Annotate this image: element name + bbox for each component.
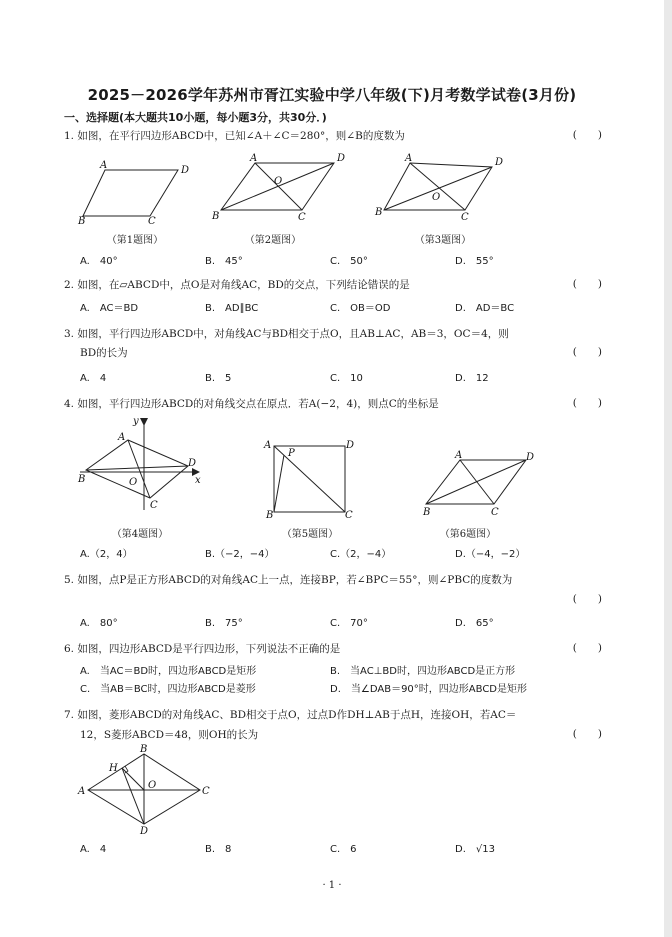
label-o: O bbox=[129, 477, 138, 488]
label-d: D bbox=[337, 153, 346, 164]
page-edge-shadow bbox=[664, 0, 672, 937]
label-c: C bbox=[150, 500, 158, 511]
answer-blank-7: ( ) bbox=[572, 728, 602, 740]
label-a: A bbox=[78, 786, 86, 797]
question-4-text: 4. 如图，平行四边形ABCD的对角线交点在原点．若A(−2，4)，则点C的坐标是 bbox=[64, 398, 439, 410]
y-axis-arrow bbox=[140, 418, 148, 426]
q4-option-a: A.（2，4） bbox=[80, 549, 133, 560]
label-a: A bbox=[118, 432, 126, 443]
q4-option-d: D.（−4，−2） bbox=[455, 549, 526, 560]
answer-blank-3: ( ) bbox=[572, 346, 602, 358]
figure-4 bbox=[76, 414, 208, 514]
q3-option-c: C. 10 bbox=[330, 373, 363, 384]
diagonal-ac bbox=[274, 446, 345, 512]
figure-6 bbox=[420, 448, 544, 518]
label-h: H bbox=[109, 763, 118, 774]
answer-blank-6: ( ) bbox=[572, 642, 602, 654]
answer-blank-4: ( ) bbox=[572, 397, 602, 409]
label-y: y bbox=[133, 416, 139, 427]
diagonal-bd bbox=[384, 167, 492, 210]
answer-blank-2: ( ) bbox=[572, 278, 602, 290]
q6-option-d: D. 当∠DAB＝90°时，四边形ABCD是矩形 bbox=[330, 684, 528, 695]
q2-option-a: A. AC＝BD bbox=[80, 303, 139, 314]
q2-option-d: D. AD＝BC bbox=[455, 303, 515, 314]
q5-option-a: A. 80° bbox=[80, 618, 118, 629]
diagonal-bd bbox=[426, 460, 526, 504]
label-p: P bbox=[288, 448, 295, 459]
figure-5 bbox=[262, 438, 358, 521]
q7-option-c: C. 6 bbox=[330, 844, 357, 855]
label-a: A bbox=[405, 153, 413, 164]
section-heading: 一、选择题(本大题共10小题，每小题3分，共30分．) bbox=[64, 111, 327, 124]
figure-7 bbox=[76, 744, 216, 836]
label-a: A bbox=[455, 450, 463, 461]
label-a: A bbox=[250, 153, 258, 164]
label-b: B bbox=[423, 507, 431, 518]
label-d: D bbox=[181, 165, 190, 176]
diagonal-bd bbox=[86, 466, 188, 470]
figure-1 bbox=[78, 160, 198, 228]
page-number: · 1 · bbox=[322, 880, 342, 891]
q7-option-b: B. 8 bbox=[205, 844, 232, 855]
label-b: B bbox=[78, 216, 86, 227]
question-7-text-line1: 7. 如图，菱形ABCD的对角线AC、BD相交于点O，过点D作DH⊥AB于点H，连接OH，若AC＝ bbox=[64, 709, 517, 721]
q1-option-a: A. 40° bbox=[80, 256, 118, 267]
label-c: C bbox=[345, 510, 353, 521]
question-5-text: 5. 如图，点P是正方形ABCD的对角线AC上一点，连接BP，若∠BPC＝55°，则∠PBC的度数为 bbox=[64, 574, 513, 586]
q7-option-d: D. √13 bbox=[455, 844, 495, 855]
label-d: D bbox=[188, 458, 197, 469]
question-2-text: 2. 如图，在▱ABCD中，点O是对角线AC，BD的交点，下列结论错误的是 bbox=[64, 279, 410, 291]
q6-option-c: C. 当AB＝BC时，四边形ABCD是菱形 bbox=[80, 684, 256, 695]
label-b: B bbox=[78, 474, 86, 485]
q4-option-b: B.（−2，−4） bbox=[205, 549, 275, 560]
question-1-text: 1. 如图，在平行四边形ABCD中，已知∠A＋∠C＝280°，则∠B的度数为 bbox=[64, 130, 405, 142]
label-a: A bbox=[264, 440, 272, 451]
label-d: D bbox=[346, 440, 355, 451]
label-b: B bbox=[375, 207, 383, 218]
label-c: C bbox=[148, 216, 156, 227]
q6-option-a: A. 当AC＝BD时，四边形ABCD是矩形 bbox=[80, 666, 257, 677]
label-c: C bbox=[202, 786, 210, 797]
caption-fig-1: （第1题图） bbox=[106, 235, 164, 246]
label-o: O bbox=[148, 780, 157, 791]
label-b: B bbox=[140, 744, 148, 755]
label-o: O bbox=[432, 192, 441, 203]
segment-oh bbox=[122, 768, 144, 790]
label-o: O bbox=[274, 176, 283, 187]
q1-option-b: B. 45° bbox=[205, 256, 243, 267]
q1-option-c: C. 50° bbox=[330, 256, 368, 267]
caption-fig-2: （第2题图） bbox=[244, 235, 302, 246]
q5-option-c: C. 70° bbox=[330, 618, 368, 629]
caption-fig-4: （第4题图） bbox=[111, 529, 169, 540]
caption-fig-6: （第6题图） bbox=[439, 529, 497, 540]
answer-blank-1: ( ) bbox=[572, 129, 602, 141]
parallelogram-abcd bbox=[83, 170, 178, 216]
q3-option-b: B. 5 bbox=[205, 373, 232, 384]
exam-title: 2025－2026学年苏州市胥江实验中学八年级(下)月考数学试卷(3月份) bbox=[87, 86, 577, 104]
label-d: D bbox=[140, 826, 149, 837]
question-3-text-line1: 3. 如图，平行四边形ABCD中，对角线AC与BD相交于点O，且AB⊥AC，AB＝3，OC＝4，则 bbox=[64, 328, 509, 340]
question-7-text-line2: 12，S菱形ABCD＝48，则OH的长为 bbox=[80, 729, 259, 741]
label-b: B bbox=[266, 510, 274, 521]
segment-dh bbox=[122, 768, 144, 824]
caption-fig-3: （第3题图） bbox=[414, 235, 472, 246]
label-c: C bbox=[491, 507, 499, 518]
q2-option-c: C. OB＝OD bbox=[330, 303, 391, 314]
label-b: B bbox=[212, 211, 220, 222]
q2-option-b: B. AD∥BC bbox=[205, 303, 259, 314]
caption-fig-5: （第5题图） bbox=[281, 529, 339, 540]
figure-3 bbox=[374, 152, 514, 226]
q5-option-b: B. 75° bbox=[205, 618, 243, 629]
q3-option-d: D. 12 bbox=[455, 373, 489, 384]
label-c: C bbox=[298, 212, 306, 223]
segment-bp bbox=[274, 455, 284, 512]
answer-blank-5: ( ) bbox=[572, 593, 602, 605]
label-c: C bbox=[461, 212, 469, 223]
q1-option-d: D. 55° bbox=[455, 256, 494, 267]
q4-option-c: C.（2，−4） bbox=[330, 549, 392, 560]
label-d: D bbox=[526, 452, 535, 463]
question-3-text-line2: BD的长为 bbox=[80, 347, 128, 359]
label-a: A bbox=[100, 160, 108, 171]
figure-2 bbox=[210, 152, 350, 226]
q5-option-d: D. 65° bbox=[455, 618, 494, 629]
question-6-text: 6. 如图，四边形ABCD是平行四边形，下列说法不正确的是 bbox=[64, 643, 341, 655]
q7-option-a: A. 4 bbox=[80, 844, 107, 855]
q3-option-a: A. 4 bbox=[80, 373, 107, 384]
q6-option-b: B. 当AC⊥BD时，四边形ABCD是正方形 bbox=[330, 666, 516, 677]
label-x: x bbox=[195, 475, 201, 486]
label-d: D bbox=[495, 157, 504, 168]
